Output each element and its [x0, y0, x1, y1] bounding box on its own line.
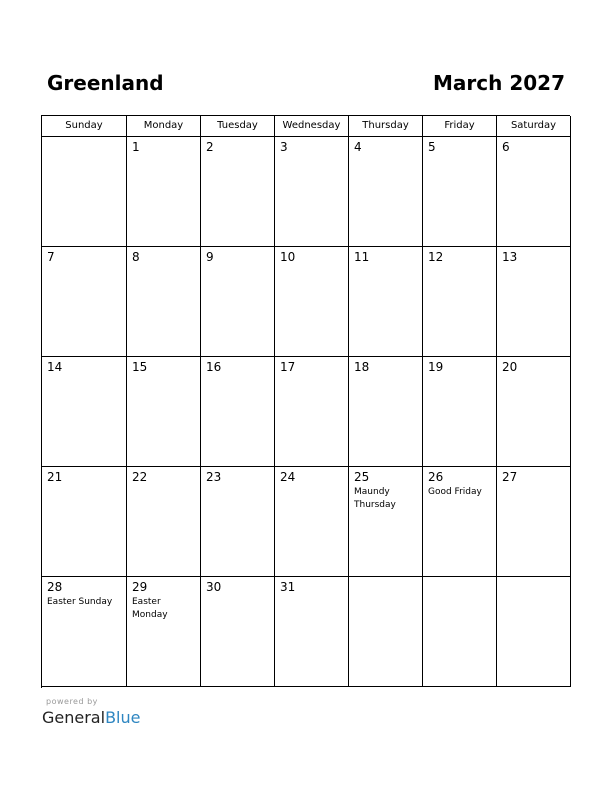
weekday-header-friday: Friday [423, 116, 497, 137]
day-number: 25 [354, 470, 370, 484]
day-cell [42, 577, 127, 687]
day-cell [275, 247, 349, 357]
weekday-header-monday: Monday [127, 116, 201, 137]
day-cell [349, 357, 423, 467]
day-number: 7 [47, 250, 55, 264]
day-cell [423, 577, 497, 687]
day-number: 28 [47, 580, 63, 594]
day-cell [275, 137, 349, 247]
day-number: 30 [206, 580, 222, 594]
weekday-header-thursday: Thursday [349, 116, 423, 137]
day-number: 21 [47, 470, 63, 484]
holiday-label: Maundy Thursday [354, 487, 396, 510]
weekday-header-sunday: Sunday [42, 116, 127, 137]
day-number: 19 [428, 360, 444, 374]
day-number: 3 [280, 140, 288, 154]
day-cell [423, 247, 497, 357]
holiday-label: Easter Sunday [47, 597, 113, 607]
day-cell [497, 357, 571, 467]
day-number: 24 [280, 470, 296, 484]
day-cell [497, 137, 571, 247]
day-cell [127, 247, 201, 357]
day-number: 9 [206, 250, 214, 264]
holiday-label: Good Friday [428, 487, 482, 497]
day-cell [201, 247, 275, 357]
day-cell [349, 467, 423, 577]
day-cell [275, 577, 349, 687]
day-cell [127, 577, 201, 687]
day-cell [201, 577, 275, 687]
day-number: 13 [502, 250, 518, 264]
holiday-label: Easter Monday [132, 597, 168, 620]
day-number: 10 [280, 250, 296, 264]
day-number: 14 [47, 360, 63, 374]
day-cell [349, 137, 423, 247]
brand-blue-text: Blue [105, 708, 141, 727]
day-number: 4 [354, 140, 362, 154]
day-cell [201, 357, 275, 467]
day-number: 12 [428, 250, 444, 264]
day-number: 6 [502, 140, 510, 154]
day-number: 17 [280, 360, 296, 374]
day-number: 22 [132, 470, 148, 484]
day-cell [275, 467, 349, 577]
day-cell [497, 247, 571, 357]
day-cell [497, 467, 571, 577]
day-cell [349, 577, 423, 687]
day-cell [42, 137, 127, 247]
weekday-header-saturday: Saturday [497, 116, 571, 137]
day-number: 23 [206, 470, 222, 484]
day-cell [42, 467, 127, 577]
day-cell [423, 357, 497, 467]
day-cell [349, 247, 423, 357]
day-cell [201, 137, 275, 247]
day-number: 29 [132, 580, 148, 594]
day-number: 1 [132, 140, 140, 154]
calendar-grid [41, 115, 570, 688]
day-cell [275, 357, 349, 467]
generalblue-logo[interactable] [42, 708, 140, 727]
day-cell [423, 137, 497, 247]
day-number: 26 [428, 470, 444, 484]
weekday-header-tuesday: Tuesday [201, 116, 275, 137]
day-cell [42, 357, 127, 467]
powered-by-label: powered by [46, 697, 98, 706]
day-cell [497, 577, 571, 687]
brand-general-text: General [42, 708, 106, 727]
day-cell [423, 467, 497, 577]
day-number: 31 [280, 580, 296, 594]
day-number: 27 [502, 470, 518, 484]
day-number: 15 [132, 360, 148, 374]
day-number: 16 [206, 360, 222, 374]
day-number: 11 [354, 250, 370, 264]
day-cell [127, 357, 201, 467]
day-number: 2 [206, 140, 214, 154]
day-cell [127, 137, 201, 247]
day-cell [127, 467, 201, 577]
month-title: March 2027 [433, 71, 565, 95]
day-number: 8 [132, 250, 140, 264]
day-number: 5 [428, 140, 436, 154]
day-number: 20 [502, 360, 518, 374]
day-number: 18 [354, 360, 370, 374]
day-cell [42, 247, 127, 357]
weekday-header-wednesday: Wednesday [275, 116, 349, 137]
country-title: Greenland [47, 71, 164, 95]
day-cell [201, 467, 275, 577]
